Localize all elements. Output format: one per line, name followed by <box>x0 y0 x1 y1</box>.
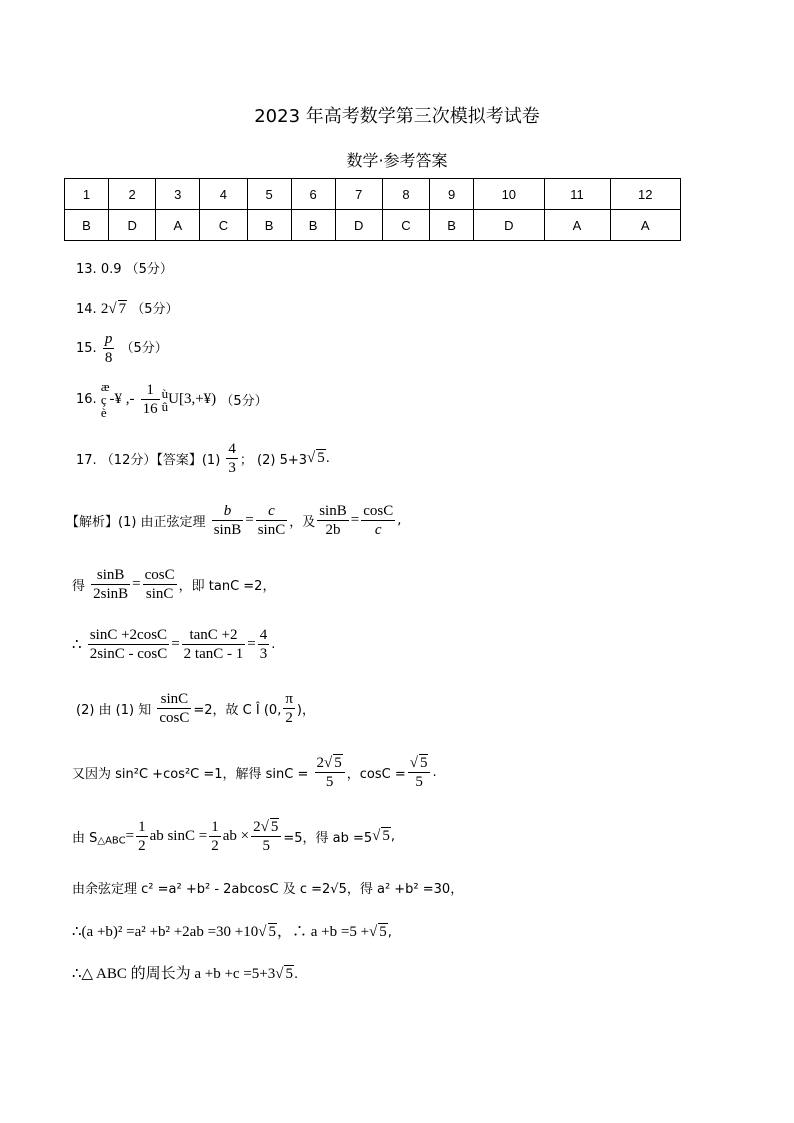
sum-square-rad: 5 <box>268 924 276 940</box>
law-sine-frac-2: $\frac{c}{\sin C}$ <box>257 503 286 538</box>
question-number-cell: 9 <box>430 179 474 210</box>
area-frac: $\frac{2√ 5}{5}$ <box>251 818 281 855</box>
sum-expr: ，∴ a +b =5 + <box>277 924 370 940</box>
step-frac-1: $\frac{\sin B}{2\sin B}$ <box>93 567 129 602</box>
q17-answer-line: 17. （12分）【答案】(1) $\frac{4}{3}$ ； (2) 5+3√ 5. <box>76 441 330 476</box>
question-number-cell: 11 <box>544 179 610 210</box>
perimeter-rad: 5 <box>285 966 293 982</box>
answer-cell: A <box>544 210 610 241</box>
given-frac-1: $\frac{\sin B}{2b}$ <box>319 503 347 538</box>
answer-table <box>64 178 681 241</box>
de-label: 得 <box>72 579 86 594</box>
answer-cell: C <box>382 210 429 241</box>
q16-fraction: $\frac{1}{16}$ <box>142 382 158 417</box>
cosc-label: ，cosC = <box>346 767 406 782</box>
cosc-value: $\frac{√ 5}{5}$ <box>408 754 431 791</box>
area-label: 由 S <box>72 831 98 846</box>
and-label: ，及 <box>289 515 316 530</box>
law-sine-frac-1: $\frac{b}{\sin B}$ <box>213 503 242 538</box>
ratio-frac-1: $\frac{\sin C +2\cos C}{2\sin C - \cos C}$ <box>89 627 168 662</box>
q13-answer: 0.9 <box>100 262 122 277</box>
cosine-law-line: 由余弦定理 c² =a² +b² - 2abcosC 及 c =2√5，得 a² +b² =30， <box>72 882 464 897</box>
q17-solution-line-7 <box>72 878 463 897</box>
part2-label: (2) 由 (1) 知 <box>76 703 152 718</box>
sum-square-expr: ∴(a +b)² =a² +b² +2ab =30 +10 <box>72 924 259 940</box>
c-range-text: =2，故 C Î (0, <box>193 703 282 718</box>
answer-16 <box>76 380 268 419</box>
answer-13 <box>76 258 173 277</box>
answer-cell: D <box>335 210 382 241</box>
q13-number: 13. <box>76 262 97 277</box>
question-number-cell: 3 <box>156 179 200 210</box>
given-frac-2: $\frac{\cos C}{c}$ <box>363 503 394 538</box>
question-number-cell: 5 <box>247 179 291 210</box>
q17-ans2-label: ； (2) 5+3 <box>239 453 308 468</box>
q14-coef: 2 <box>100 301 109 317</box>
answer-table-header-row <box>65 179 681 210</box>
question-number-cell: 12 <box>610 179 681 210</box>
q17-solution-line-1: 【解析】(1) 由正弦定理 $\frac{b}{\sin B}$ = $\frac{c}{\sin C}$ ，及 $\frac{\sin B}{2b}$ = $\frac{\cos C}{c}$ , <box>66 503 402 538</box>
q15-score: （5分） <box>120 341 168 356</box>
q17-solution-line-8: ∴(a +b)² =a² +b² +2ab =30 +10√ 5，∴ a +b =5 +√ 5, <box>72 924 392 940</box>
answer-cell: C <box>200 210 247 241</box>
therefore-symbol: ∴ <box>72 637 82 653</box>
q17-header: 17. （12分）【答案】(1) <box>76 453 221 468</box>
answer-cell: D <box>109 210 156 241</box>
q17-ans2-rad: 5 <box>317 450 325 466</box>
page-title: 2023 年高考数学第三次模拟考试卷 <box>254 106 540 127</box>
answer-cell: B <box>430 210 474 241</box>
eq-sign: = <box>125 828 135 844</box>
q17-solution-line-4 <box>76 690 315 727</box>
step-frac-2: $\frac{\cos C}{\sin C}$ <box>144 567 175 602</box>
q17-solution-line-2: 得 $\frac{\sin B}{2\sin B}$ = $\frac{\cos C}{\sin C}$ ，即 tanC =2， <box>72 567 276 602</box>
answer-cell: D <box>474 210 544 241</box>
q15-number: 15. <box>76 341 97 356</box>
question-number-cell: 2 <box>109 179 156 210</box>
ratio-frac-3: $\frac{4}{3}$ <box>259 627 268 662</box>
q16-bracket-left: æ ç è <box>100 379 110 420</box>
answer-14: 14. 2√ 7 （5分） <box>76 301 179 317</box>
answer-cell: B <box>247 210 291 241</box>
q16-union: U[3,+¥) <box>168 391 217 407</box>
question-number-cell: 1 <box>65 179 109 210</box>
perimeter-expr: ∴△ ABC 的周长为 a +b +c =5+3 <box>72 966 276 982</box>
tan-result: ，即 tanC =2， <box>178 579 276 594</box>
q15-fraction: $\frac{p}{8}$ <box>104 331 113 366</box>
q13-score: （5分） <box>125 262 173 277</box>
ratio-frac-2: $\frac{\tan C +2}{2 \tan C - 1}$ <box>183 627 244 662</box>
page-subtitle: 数学·参考答案 <box>346 151 448 170</box>
ab-result: =5，得 ab =5 <box>283 831 373 846</box>
area-subscript: △ABC <box>97 835 126 847</box>
answer-cell: B <box>291 210 335 241</box>
sin-over-cos: $\frac{\sin C}{\cos C}$ <box>159 691 190 726</box>
question-number-cell: 7 <box>335 179 382 210</box>
half-1: $\frac{1}{2}$ <box>138 819 146 854</box>
ab-rad: 5 <box>382 828 390 844</box>
c-range-tail: )， <box>296 703 315 718</box>
q17-solution-line-5: 又因为 sin²C +cos²C =1，解得 sinC = $\frac{2√ 5}{5}$ ，cosC = $\frac{√ 5}{5}$ . <box>72 755 437 790</box>
question-number-cell: 10 <box>474 179 544 210</box>
pythag-text: 又因为 sin²C +cos²C =1，解得 sinC = <box>72 767 309 782</box>
half-2: $\frac{1}{2}$ <box>211 819 219 854</box>
sinc-value: $\frac{2√ 5}{5}$ <box>315 754 345 791</box>
q14-radicand: 7 <box>118 301 127 317</box>
q14-score: （5分） <box>131 302 179 317</box>
question-number-cell: 8 <box>382 179 429 210</box>
q14-number: 14. <box>76 302 97 317</box>
q16-number: 16. <box>76 392 97 407</box>
area-expr-2: ab × <box>222 828 250 844</box>
solution-label: 【解析】(1) 由正弦定理 <box>66 515 206 530</box>
q17-ans1: $\frac{4}{3}$ <box>228 441 236 476</box>
answer-cell: B <box>65 210 109 241</box>
q17-solution-line-9: ∴△ ABC 的周长为 a +b +c =5+3√ 5. <box>72 966 299 982</box>
q17-solution-line-6: 由 $S_{\triangle ABC}=$ $\frac{1}{2}$ ab sinC = $\frac{1}{2}$ ab × $\frac{2√ 5}{5}$ =5，得 ab =5√ 5, <box>72 819 395 854</box>
question-number-cell: 4 <box>200 179 247 210</box>
answer-cell: A <box>610 210 681 241</box>
area-expr: ab sinC = <box>149 828 208 844</box>
q16-mid: -¥ ,- <box>109 391 135 407</box>
q16-bracket-right: ù û <box>161 385 169 414</box>
answer-cell: A <box>156 210 200 241</box>
sum-rad: 5 <box>379 924 387 940</box>
pi-over-2: $\frac{\pi}{2}$ <box>285 691 293 726</box>
answer-table-answer-row <box>65 210 681 241</box>
question-number-cell: 6 <box>291 179 335 210</box>
answer-15 <box>76 330 168 367</box>
q17-solution-line-3: ∴ $\frac{\sin C +2\cos C}{2\sin C - \cos C}$ = $\frac{\tan C +2}{2 \tan C - 1}$ = $\frac{4}{3}$ . <box>72 627 276 662</box>
q16-score: （5分） <box>220 394 268 409</box>
